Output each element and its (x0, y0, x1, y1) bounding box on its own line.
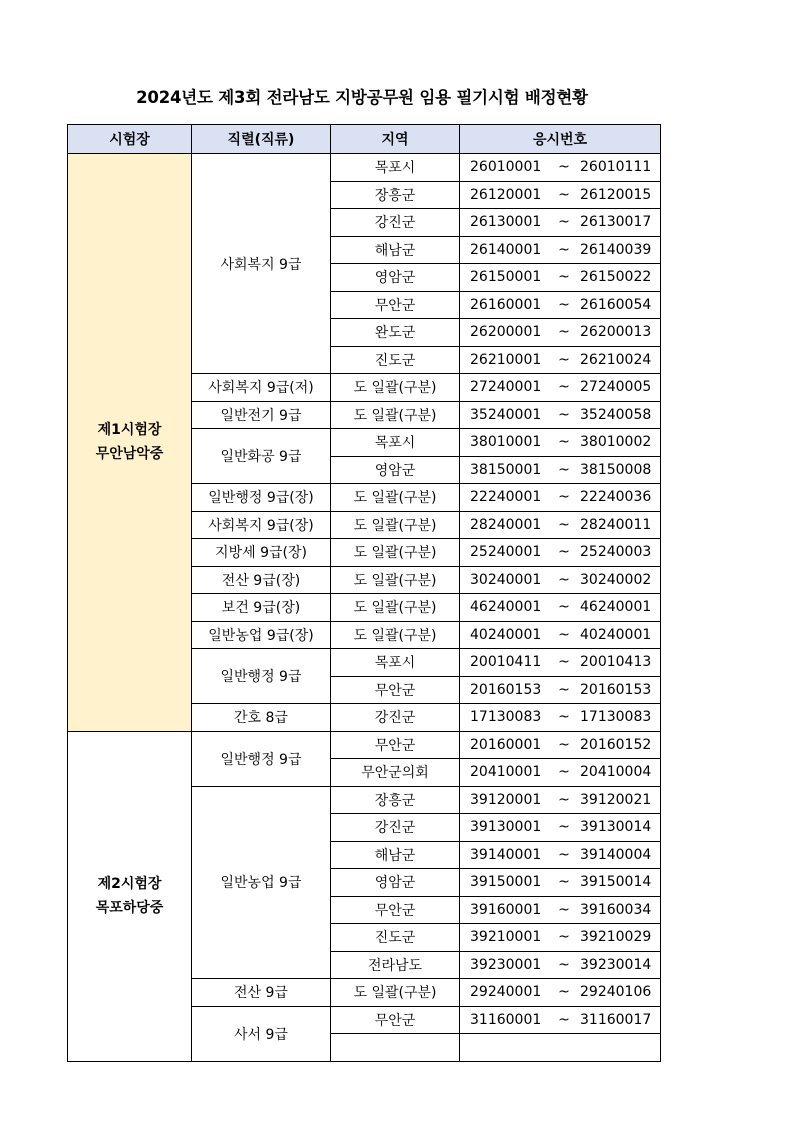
number-range-cell (460, 924, 661, 952)
number-from: 22240001 (470, 489, 542, 506)
region-cell: 무안군 (331, 896, 460, 924)
rank-cell: 일반화공 9급 (192, 429, 331, 484)
range-separator: ~ (558, 599, 570, 616)
number-from: 20160153 (470, 681, 542, 698)
number-to: 26150022 (580, 269, 652, 286)
range-separator: ~ (558, 159, 570, 176)
region-cell: 도 일괄(구분) (331, 539, 460, 567)
rank-cell: 간호 8급 (192, 704, 331, 732)
region-cell: 해남군 (331, 841, 460, 869)
region-cell: 목포시 (331, 649, 460, 677)
number-range (460, 352, 660, 368)
number-range-cell (460, 896, 661, 924)
rank-cell: 일반농업 9급(장) (192, 621, 331, 649)
number-range-cell (460, 511, 661, 539)
range-separator: ~ (558, 846, 570, 863)
range-separator: ~ (558, 296, 570, 313)
range-separator: ~ (558, 736, 570, 753)
number-from: 26160001 (470, 296, 542, 313)
number-range (460, 902, 660, 918)
number-to: 30240002 (580, 571, 652, 588)
exam-site-cell (68, 154, 192, 732)
number-to: 35240058 (580, 406, 652, 423)
number-to: 39130014 (580, 819, 652, 836)
number-range (460, 214, 660, 230)
rank-cell: 사회복지 9급(저) (192, 374, 331, 402)
number-range-cell (460, 649, 661, 677)
number-range (460, 737, 660, 753)
number-range (460, 269, 660, 285)
region-cell: 도 일괄(구분) (331, 594, 460, 622)
number-range (460, 434, 660, 450)
range-separator: ~ (558, 764, 570, 781)
region-cell: 도 일괄(구분) (331, 979, 460, 1007)
number-range-cell (460, 951, 661, 979)
number-range-cell (460, 621, 661, 649)
region-cell: 도 일괄(구분) (331, 374, 460, 402)
number-to: 20160153 (580, 681, 652, 698)
rank-cell: 보건 9급(장) (192, 594, 331, 622)
number-from: 38010001 (470, 434, 542, 451)
number-range-cell (460, 759, 661, 787)
table-body (68, 154, 661, 1062)
number-range (460, 957, 660, 973)
number-from: 26130001 (470, 214, 542, 231)
rank-cell: 지방세 9급(장) (192, 539, 331, 567)
number-from: 46240001 (470, 599, 542, 616)
number-range (460, 874, 660, 890)
number-range-cell (460, 346, 661, 374)
number-to: 20010413 (580, 654, 652, 671)
region-cell: 도 일괄(구분) (331, 621, 460, 649)
header-site: 시험장 (68, 125, 192, 154)
number-to: 38010002 (580, 434, 652, 451)
number-from: 29240001 (470, 984, 542, 1001)
range-separator: ~ (558, 324, 570, 341)
exam-site-cell (68, 731, 192, 1061)
document-title: 2024년도 제3회 전라남도 지방공무원 임용 필기시험 배정현황 (136, 88, 588, 107)
number-range-cell (460, 319, 661, 347)
number-from: 38150001 (470, 461, 542, 478)
rank-cell: 전산 9급 (192, 979, 331, 1007)
number-range-cell (460, 841, 661, 869)
number-range-cell (460, 291, 661, 319)
region-cell: 완도군 (331, 319, 460, 347)
number-range (460, 572, 660, 588)
region-cell: 강진군 (331, 209, 460, 237)
number-to: 31160017 (580, 1011, 652, 1028)
number-range-cell (460, 539, 661, 567)
region-cell: 진도군 (331, 924, 460, 952)
region-cell (331, 1034, 460, 1062)
number-from: 39130001 (470, 819, 542, 836)
number-range (460, 709, 660, 725)
number-range-cell (460, 1006, 661, 1034)
number-from: 26210001 (470, 351, 542, 368)
number-range (460, 187, 660, 203)
number-to: 26140039 (580, 241, 652, 258)
region-cell: 영암군 (331, 264, 460, 292)
number-to: 22240036 (580, 489, 652, 506)
rank-cell: 일반전기 9급 (192, 401, 331, 429)
range-separator: ~ (558, 681, 570, 698)
number-from: 20160001 (470, 736, 542, 753)
number-from: 17130083 (470, 709, 542, 726)
number-range (460, 489, 660, 505)
number-range-cell (460, 594, 661, 622)
number-range (460, 1012, 660, 1028)
range-separator: ~ (558, 186, 570, 203)
range-separator: ~ (558, 214, 570, 231)
number-to: 29240106 (580, 984, 652, 1001)
number-range (460, 627, 660, 643)
assignment-table-container (67, 124, 660, 1043)
number-range-cell (460, 484, 661, 512)
region-cell: 목포시 (331, 429, 460, 457)
number-to: 26130017 (580, 214, 652, 231)
number-range (460, 984, 660, 1000)
exam-site-number: 제2시험장 (97, 876, 162, 892)
number-range-cell (460, 401, 661, 429)
table-row (68, 154, 661, 182)
range-separator: ~ (558, 351, 570, 368)
rank-cell: 전산 9급(장) (192, 566, 331, 594)
region-cell: 무안군 (331, 731, 460, 759)
number-range-cell (460, 786, 661, 814)
region-cell: 영암군 (331, 456, 460, 484)
range-separator: ~ (558, 434, 570, 451)
header-region: 지역 (331, 125, 460, 154)
number-to: 46240001 (580, 599, 652, 616)
rank-cell: 일반행정 9급 (192, 731, 331, 786)
number-range-cell (460, 566, 661, 594)
header-rank: 직렬(직류) (192, 125, 331, 154)
number-to: 39230014 (580, 956, 652, 973)
number-range (460, 242, 660, 258)
range-separator: ~ (558, 929, 570, 946)
number-from: 40240001 (470, 626, 542, 643)
assignment-table (67, 124, 661, 1062)
number-to: 39120021 (580, 791, 652, 808)
region-cell: 무안군 (331, 1006, 460, 1034)
number-range-cell (460, 676, 661, 704)
rank-cell: 일반행정 9급 (192, 649, 331, 704)
number-from: 35240001 (470, 406, 542, 423)
number-to: 20160152 (580, 736, 652, 753)
table-header-row (68, 125, 661, 154)
range-separator: ~ (558, 901, 570, 918)
number-from: 39120001 (470, 791, 542, 808)
number-range (460, 764, 660, 780)
range-separator: ~ (558, 984, 570, 1001)
number-range (460, 544, 660, 560)
range-separator: ~ (558, 709, 570, 726)
number-to: 39150014 (580, 874, 652, 891)
table-row (68, 731, 661, 759)
number-range (460, 929, 660, 945)
region-cell: 목포시 (331, 154, 460, 182)
exam-site-school: 목포하당중 (95, 900, 164, 916)
number-range (460, 682, 660, 698)
range-separator: ~ (558, 956, 570, 973)
range-separator: ~ (558, 1011, 570, 1028)
region-cell: 도 일괄(구분) (331, 484, 460, 512)
region-cell: 영암군 (331, 869, 460, 897)
range-separator: ~ (558, 379, 570, 396)
number-from: 39140001 (470, 846, 542, 863)
region-cell: 강진군 (331, 814, 460, 842)
number-from: 25240001 (470, 544, 542, 561)
number-range-cell (460, 429, 661, 457)
number-to: 40240001 (580, 626, 652, 643)
region-cell: 강진군 (331, 704, 460, 732)
range-separator: ~ (558, 791, 570, 808)
number-range-cell (460, 374, 661, 402)
number-to: 39140004 (580, 846, 652, 863)
number-from: 30240001 (470, 571, 542, 588)
number-from: 39230001 (470, 956, 542, 973)
rank-cell: 사회복지 9급(장) (192, 511, 331, 539)
region-cell: 무안군 (331, 291, 460, 319)
number-range-cell (460, 264, 661, 292)
number-from: 39150001 (470, 874, 542, 891)
region-cell: 도 일괄(구분) (331, 511, 460, 539)
exam-site-number: 제1시험장 (97, 422, 162, 439)
number-range (460, 654, 660, 670)
number-to: 26160054 (580, 296, 652, 313)
range-separator: ~ (558, 874, 570, 891)
number-from: 26010001 (470, 159, 542, 176)
number-range-cell (460, 731, 661, 759)
number-range (460, 379, 660, 395)
number-range-cell (460, 979, 661, 1007)
number-range-cell (460, 704, 661, 732)
number-range-cell (460, 814, 661, 842)
region-cell: 도 일괄(구분) (331, 401, 460, 429)
number-to: 25240003 (580, 544, 652, 561)
rank-cell: 사서 9급 (192, 1006, 331, 1061)
range-separator: ~ (558, 626, 570, 643)
number-range (460, 792, 660, 808)
number-to: 26210024 (580, 351, 652, 368)
range-separator: ~ (558, 461, 570, 478)
number-range-cell (460, 869, 661, 897)
region-cell: 진도군 (331, 346, 460, 374)
number-to: 27240005 (580, 379, 652, 396)
number-range (460, 517, 660, 533)
region-cell: 장흥군 (331, 181, 460, 209)
number-range (460, 819, 660, 835)
number-from: 27240001 (470, 379, 542, 396)
range-separator: ~ (558, 571, 570, 588)
number-from: 39160001 (470, 901, 542, 918)
region-cell: 전라남도 (331, 951, 460, 979)
region-cell: 해남군 (331, 236, 460, 264)
number-range-cell (460, 1034, 661, 1062)
number-range-cell (460, 154, 661, 182)
number-from: 26120001 (470, 186, 542, 203)
exam-site-school: 무안남악중 (95, 446, 164, 463)
range-separator: ~ (558, 489, 570, 506)
number-from: 26200001 (470, 324, 542, 341)
range-separator: ~ (558, 241, 570, 258)
number-range (460, 159, 660, 175)
range-separator: ~ (558, 544, 570, 561)
number-range-cell (460, 181, 661, 209)
number-from: 20410001 (470, 764, 542, 781)
number-range-cell (460, 209, 661, 237)
region-cell: 무안군의회 (331, 759, 460, 787)
number-from: 31160001 (470, 1011, 542, 1028)
range-separator: ~ (558, 269, 570, 286)
region-cell: 무안군 (331, 676, 460, 704)
number-range (460, 462, 660, 478)
number-from: 26150001 (470, 269, 542, 286)
number-to: 26010111 (580, 159, 652, 176)
number-to: 20410004 (580, 764, 652, 781)
number-range (460, 297, 660, 313)
range-separator: ~ (558, 406, 570, 423)
number-from: 20010411 (470, 654, 542, 671)
header-number: 응시번호 (460, 125, 661, 154)
number-range-cell (460, 236, 661, 264)
number-to: 38150008 (580, 461, 652, 478)
number-range-cell (460, 456, 661, 484)
number-to: 28240011 (580, 516, 652, 533)
number-to: 26120015 (580, 186, 652, 203)
range-separator: ~ (558, 654, 570, 671)
number-range (460, 847, 660, 863)
region-cell: 장흥군 (331, 786, 460, 814)
range-separator: ~ (558, 516, 570, 533)
number-from: 26140001 (470, 241, 542, 258)
number-to: 17130083 (580, 709, 652, 726)
rank-cell: 사회복지 9급 (192, 154, 331, 374)
number-to: 39160034 (580, 901, 652, 918)
region-cell: 도 일괄(구분) (331, 566, 460, 594)
number-range (460, 324, 660, 340)
number-from: 28240001 (470, 516, 542, 533)
number-to: 26200013 (580, 324, 652, 341)
rank-cell: 일반행정 9급(장) (192, 484, 331, 512)
rank-cell: 일반농업 9급 (192, 786, 331, 979)
range-separator: ~ (558, 819, 570, 836)
number-from: 39210001 (470, 929, 542, 946)
number-range (460, 407, 660, 423)
number-range (460, 599, 660, 615)
number-to: 39210029 (580, 929, 652, 946)
